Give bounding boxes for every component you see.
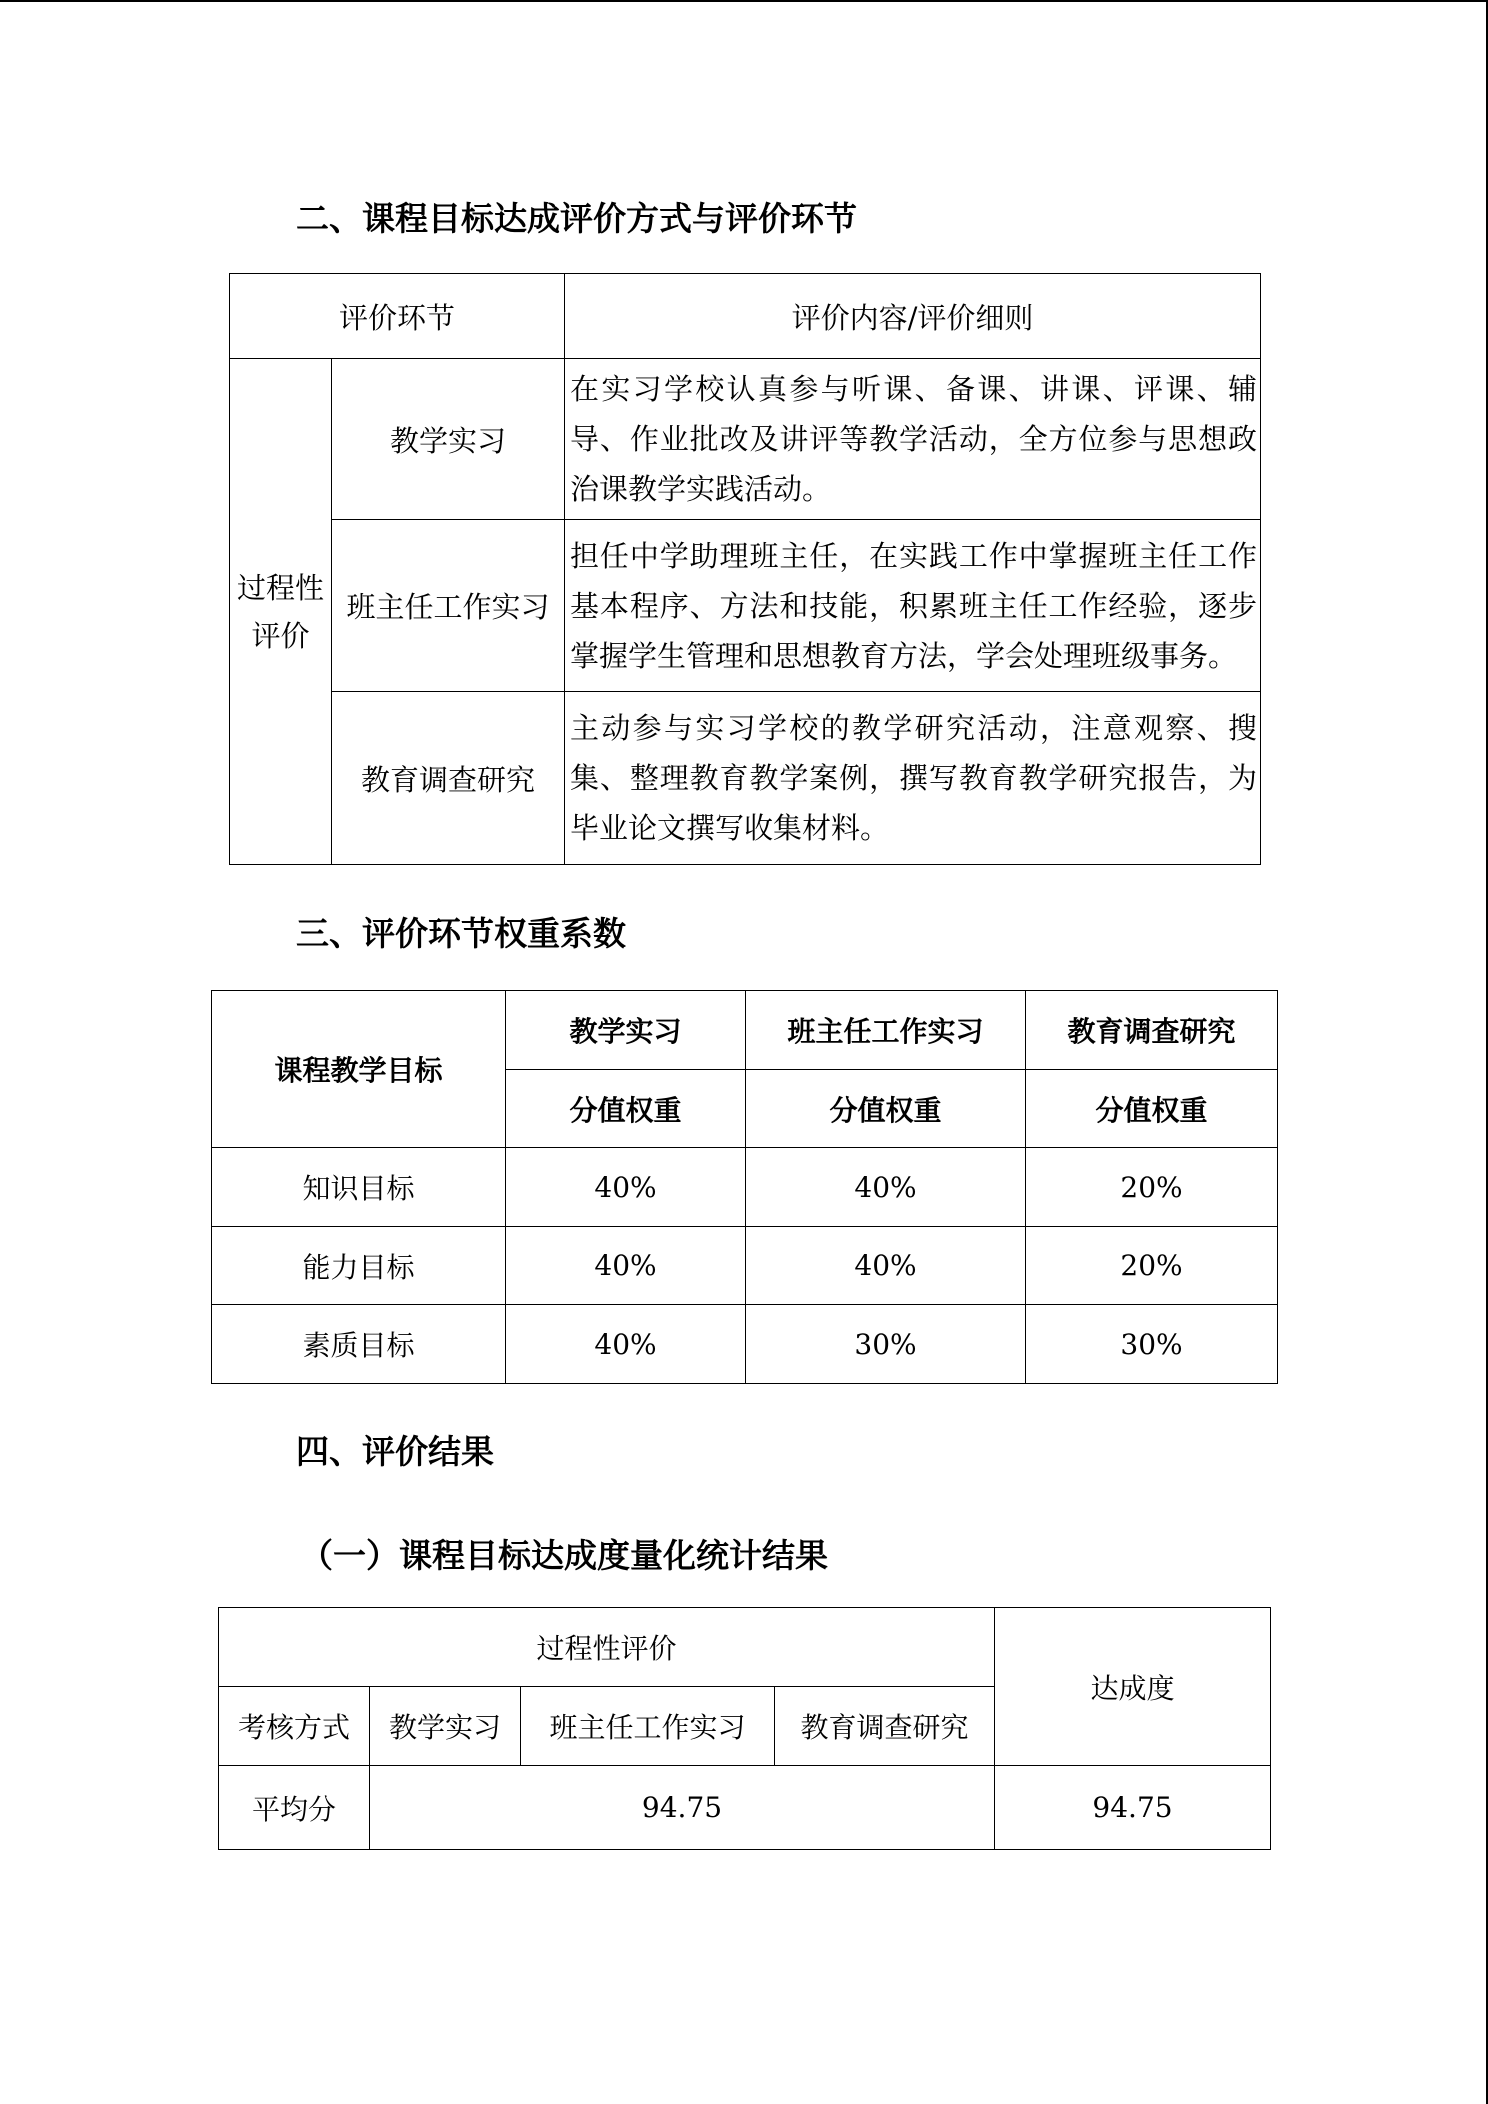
stage-description: 担任中学助理班主任，在实践工作中掌握班主任工作基本程序、方法和技能，积累班主任工作经验，逐步掌握学生管理和思想教育方法，学会处理班级事务。 — [565, 520, 1261, 692]
method-name: 班主任工作实习 — [521, 1687, 775, 1766]
section-heading-weights: 三、评价环节权重系数 — [296, 914, 626, 953]
objective-label: 能力目标 — [212, 1227, 506, 1305]
table-header-row — [219, 1608, 1271, 1687]
achievement-results-table — [218, 1607, 1271, 1850]
weight-value: 40% — [506, 1148, 746, 1227]
table-row — [212, 1227, 1278, 1305]
weight-value: 40% — [746, 1148, 1026, 1227]
table-row — [230, 520, 1261, 692]
subheader-weight: 分值权重 — [1026, 1070, 1278, 1148]
table-row — [219, 1766, 1271, 1850]
table-header-row — [230, 274, 1261, 359]
average-score: 94.75 — [370, 1766, 995, 1850]
subheader-weight: 分值权重 — [506, 1070, 746, 1148]
page-top-border — [0, 0, 1488, 2]
header-evaluation-content: 评价内容/评价细则 — [565, 274, 1261, 359]
header-column: 教学实习 — [506, 991, 746, 1070]
weight-value: 20% — [1026, 1148, 1278, 1227]
subheader-weight: 分值权重 — [746, 1070, 1026, 1148]
weight-value: 40% — [506, 1227, 746, 1305]
table-row — [212, 1305, 1278, 1384]
weight-value: 20% — [1026, 1227, 1278, 1305]
weight-coefficients-table — [211, 990, 1278, 1384]
header-achievement: 达成度 — [995, 1608, 1271, 1766]
table-row — [230, 692, 1261, 865]
subsection-heading-quantified-results: （一）课程目标达成度量化统计结果 — [300, 1536, 828, 1575]
header-evaluation-stage: 评价环节 — [230, 274, 565, 359]
achievement-value: 94.75 — [995, 1766, 1271, 1850]
section-heading-evaluation-methods: 二、课程目标达成评价方式与评价环节 — [296, 199, 857, 238]
stage-name: 教育调查研究 — [332, 692, 565, 865]
stage-name: 教学实习 — [332, 359, 565, 520]
weight-value: 30% — [1026, 1305, 1278, 1384]
objective-label: 素质目标 — [212, 1305, 506, 1384]
stage-description: 在实习学校认真参与听课、备课、讲课、评课、辅导、作业批改及讲评等教学活动，全方位参与思想政治课教学实践活动。 — [565, 359, 1261, 520]
stage-description: 主动参与实习学校的教学研究活动，注意观察、搜集、整理教育教学案例，撰写教育教学研究报告，为毕业论文撰写收集材料。 — [565, 692, 1261, 865]
row-label-average: 平均分 — [219, 1766, 370, 1850]
table-row — [230, 359, 1261, 520]
stage-name: 班主任工作实习 — [332, 520, 565, 692]
weight-value: 30% — [746, 1305, 1026, 1384]
method-label: 考核方式 — [219, 1687, 370, 1766]
header-course-objective: 课程教学目标 — [212, 991, 506, 1148]
header-process-evaluation: 过程性评价 — [219, 1608, 995, 1687]
method-name: 教育调查研究 — [775, 1687, 995, 1766]
table-header-row — [212, 991, 1278, 1070]
weight-value: 40% — [746, 1227, 1026, 1305]
objective-label: 知识目标 — [212, 1148, 506, 1227]
method-name: 教学实习 — [370, 1687, 521, 1766]
header-column: 班主任工作实习 — [746, 991, 1026, 1070]
section-heading-results: 四、评价结果 — [296, 1432, 494, 1471]
table-row — [212, 1148, 1278, 1227]
header-column: 教育调查研究 — [1026, 991, 1278, 1070]
evaluation-methods-table — [229, 273, 1261, 865]
group-label-process-evaluation: 过程性评价 — [230, 359, 332, 865]
weight-value: 40% — [506, 1305, 746, 1384]
